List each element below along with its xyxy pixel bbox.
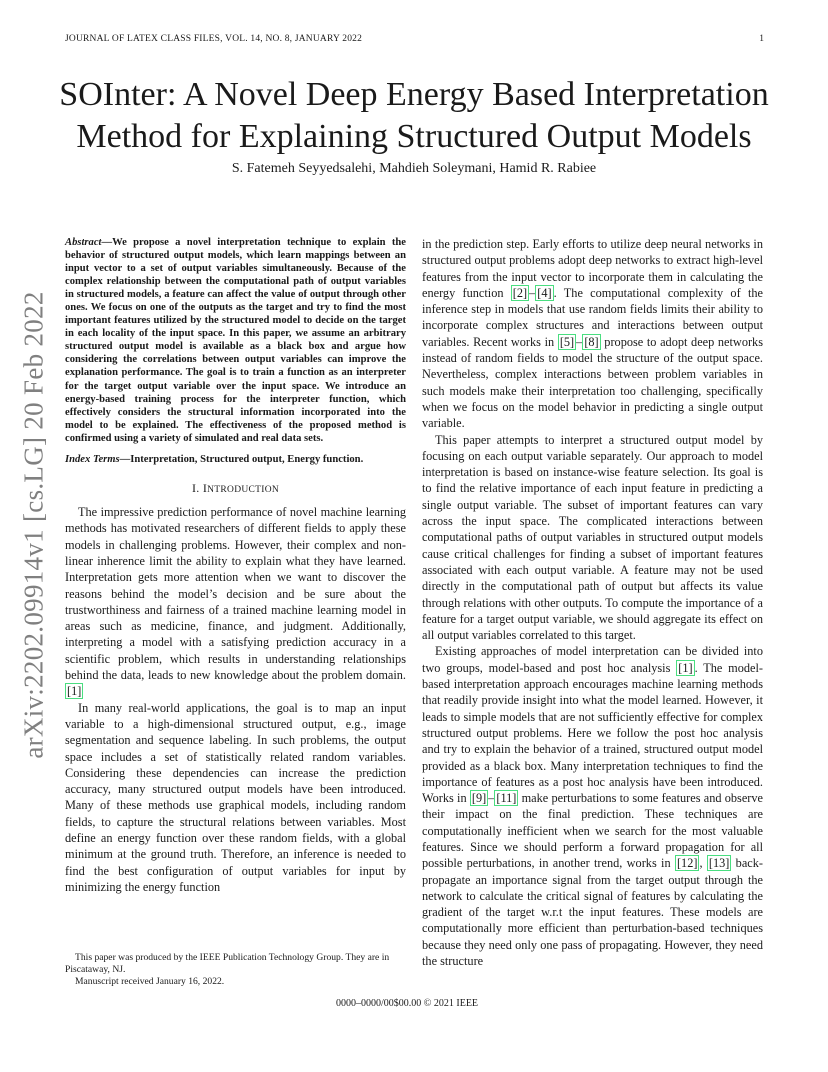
citation-link[interactable]: [5]	[559, 334, 575, 349]
paragraph-text: . The model-based interpretation approach encourages machine learning methods that readily provide insight into what the model learned. However, it leads to simple models that are not sufficiently effective for complex structured output problems. Here we follow the post hoc analysis and try to explain the behavior of a trained, structured output model provided as a black box. Many interpretation techniques to find the importance of features as a post hoc analysis have been introduced. Works in	[422, 660, 764, 806]
index-terms-label: Index Terms	[65, 453, 120, 465]
citation-link[interactable]: [4]	[537, 285, 552, 300]
range-dash: –	[488, 791, 495, 806]
citation-link[interactable]: [2]	[512, 285, 528, 300]
section-name: NTRODUCTION	[207, 484, 280, 495]
footnote-line-2: Manuscript received January 16, 2022.	[75, 976, 225, 987]
citation-link[interactable]: [1]	[67, 684, 82, 699]
paragraph-text: in the prediction step. Early efforts to utilize deep neural networks in structured output problems adopt deep networks to extract high-level features from the input vector to incorporate them in calculating the energy function	[422, 237, 763, 300]
title-line-1: SOInter: A Novel Deep Energy Based Interpretation	[59, 76, 769, 113]
section-numeral: I. I	[191, 480, 208, 495]
intro-paragraph-2: In many real-world applications, the goal is to map an input variable to a high-dimensional structured output, e.g., image segmentation and sequence labeling. In such problems, the output space includes a set of statistically related random variables. Considering these dependencies can increase the prediction accuracy, many structured output models have been introduced. Many of these methods use graphical models, including random fields, to capture the structural relations between variables. Most define an energy function over these random fields, with a global minimum at the ground truth. Therefore, an inference is needed to find the best configuration of output variables for input by minimizing the energy function	[65, 700, 406, 894]
abstract-label: Abstract	[65, 237, 102, 248]
copyright-line: 0000–0000/00$00.00 © 2021 IEEE	[336, 998, 479, 1009]
paragraph-text: propose to adopt deep networks instead of random fields to model the structure of the output space. Nevertheless, complex interactions between problem variables in such models make their interpretation too challenging, specifically when we focus on the model behavior in predicting a single output variable.	[422, 334, 763, 431]
left-column	[65, 236, 406, 895]
paragraph-text: The impressive prediction performance of novel machine learning methods has motivated researchers of different fields to apply these models in challenging problems. However, their complex and non-linear inherence limit the ability to explain what they have learned. Interpretation gets more attention when we want to discover the reasons behind the model’s decision and be sure about the trustworthiness and fairness of a trained machine learning model in areas such as medicine, finance, and judgment. Additionally, interpreting a model with a satisfying prediction accuracy in a scientific problem, which results in understanding relationships behind the data, leads to new knowledge about the problem domain.	[65, 505, 406, 683]
right-column	[422, 236, 763, 969]
citation-link[interactable]: [9]	[471, 791, 487, 806]
citation-link[interactable]: [8]	[584, 334, 599, 349]
page-number: 1	[759, 34, 764, 44]
section-heading	[65, 480, 406, 498]
citation-link[interactable]: [12]	[676, 856, 698, 871]
title-line-2: Method for Explaining Structured Output Models	[76, 118, 752, 155]
index-terms	[65, 453, 406, 466]
arxiv-stamp	[14, 290, 54, 760]
paragraph-text: . The computational complexity of the inference step in models that use random fields limits their ability to incorporate complex structures and interactions between output variables. Recent works in	[422, 285, 763, 349]
right-paragraph-2: This paper attempts to interpret a structured output model by focusing on each output variable separately. Our approach to model interpretation is based on instance-wise feature selection. Its goal is to find the relative importance of each input feature in predicting a single output variable. The subset of important features can vary across the input space. The complicated interactions between computational paths of output variables in structured output models cause critical challenges for finding a subset of important features associated with each output variable. A feature may not be used directly in the computational path of output but affects its value through relations with other outputs. To compute the importance of a feature for a target output variable, we should aggregate its effect on all output variables correlated to this target.	[422, 432, 763, 643]
paragraph-text: make perturbations to some features and observe their impact on the final prediction. These techniques are computationally inefficient when we search for the most valuable features. Since we should perform a forward propagation for all possible perturbations, in another trend, works in	[422, 791, 763, 871]
separator: ,	[699, 856, 707, 871]
right-paragraph-3	[422, 643, 763, 969]
citation-link[interactable]: [1]	[678, 660, 693, 675]
citation-link[interactable]: [13]	[708, 856, 730, 871]
paragraph-text: back-propagate an importance signal from the target output through the network to calculate the critical signal of features by calculating the gradient of the target w.r.t the input features. These models are computationally more efficient than perturbation-based techniques because they need only one pass of propagating. However, they need the structure	[422, 856, 763, 969]
range-dash: –	[576, 334, 583, 349]
running-header: JOURNAL OF LATEX CLASS FILES, VOL. 14, NO. 8, JANUARY 2022	[65, 34, 363, 44]
intro-paragraph-1	[65, 504, 406, 700]
abstract-text: —We propose a novel interpretation technique to explain the behavior of structured output models, which learn mappings between an input vector to a set of output variables simultaneously. Because of the complex relationship between the computational path of output variables in structured models, a feature can affect the value of output through other ones. We focus on one of the outputs as the target and try to find the most important features utilized by the structured model to decide on the target in each locality of the input space. In this paper, we assume an arbitrary structured output model is available as a black box and argue how considering the correlations between output variables can improve the explanation performance. The goal is to train a function as an interpreter for the target output variable over the input space. We introduce an energy-based training process for the interpreter function, which effectively considers the structural information incorporated into the model to be explained. The effectiveness of the proposed method is confirmed using a variety of simulated and real data sets.	[65, 237, 406, 444]
footnote-line-1: This paper was produced by the IEEE Publication Technology Group. They are in Piscataway, NJ.	[65, 952, 390, 975]
footnote	[65, 952, 406, 988]
paper-title	[40, 74, 788, 158]
author-list: S. Fatemeh Seyyedsalehi, Mahdieh Soleymani, Hamid R. Rabiee	[231, 161, 597, 176]
range-dash: –	[529, 285, 536, 300]
right-paragraph-1	[422, 236, 763, 432]
citation-link[interactable]: [11]	[496, 791, 517, 806]
arxiv-stamp-text: arXiv:2202.09914v1 [cs.LG] 20 Feb 2022	[18, 291, 49, 759]
abstract	[65, 236, 406, 445]
index-terms-text: —Interpretation, Structured output, Energy function.	[119, 453, 364, 465]
paragraph-text: Existing approaches of model interpretation can be divided into two groups, model-based and post hoc analysis	[422, 644, 763, 675]
